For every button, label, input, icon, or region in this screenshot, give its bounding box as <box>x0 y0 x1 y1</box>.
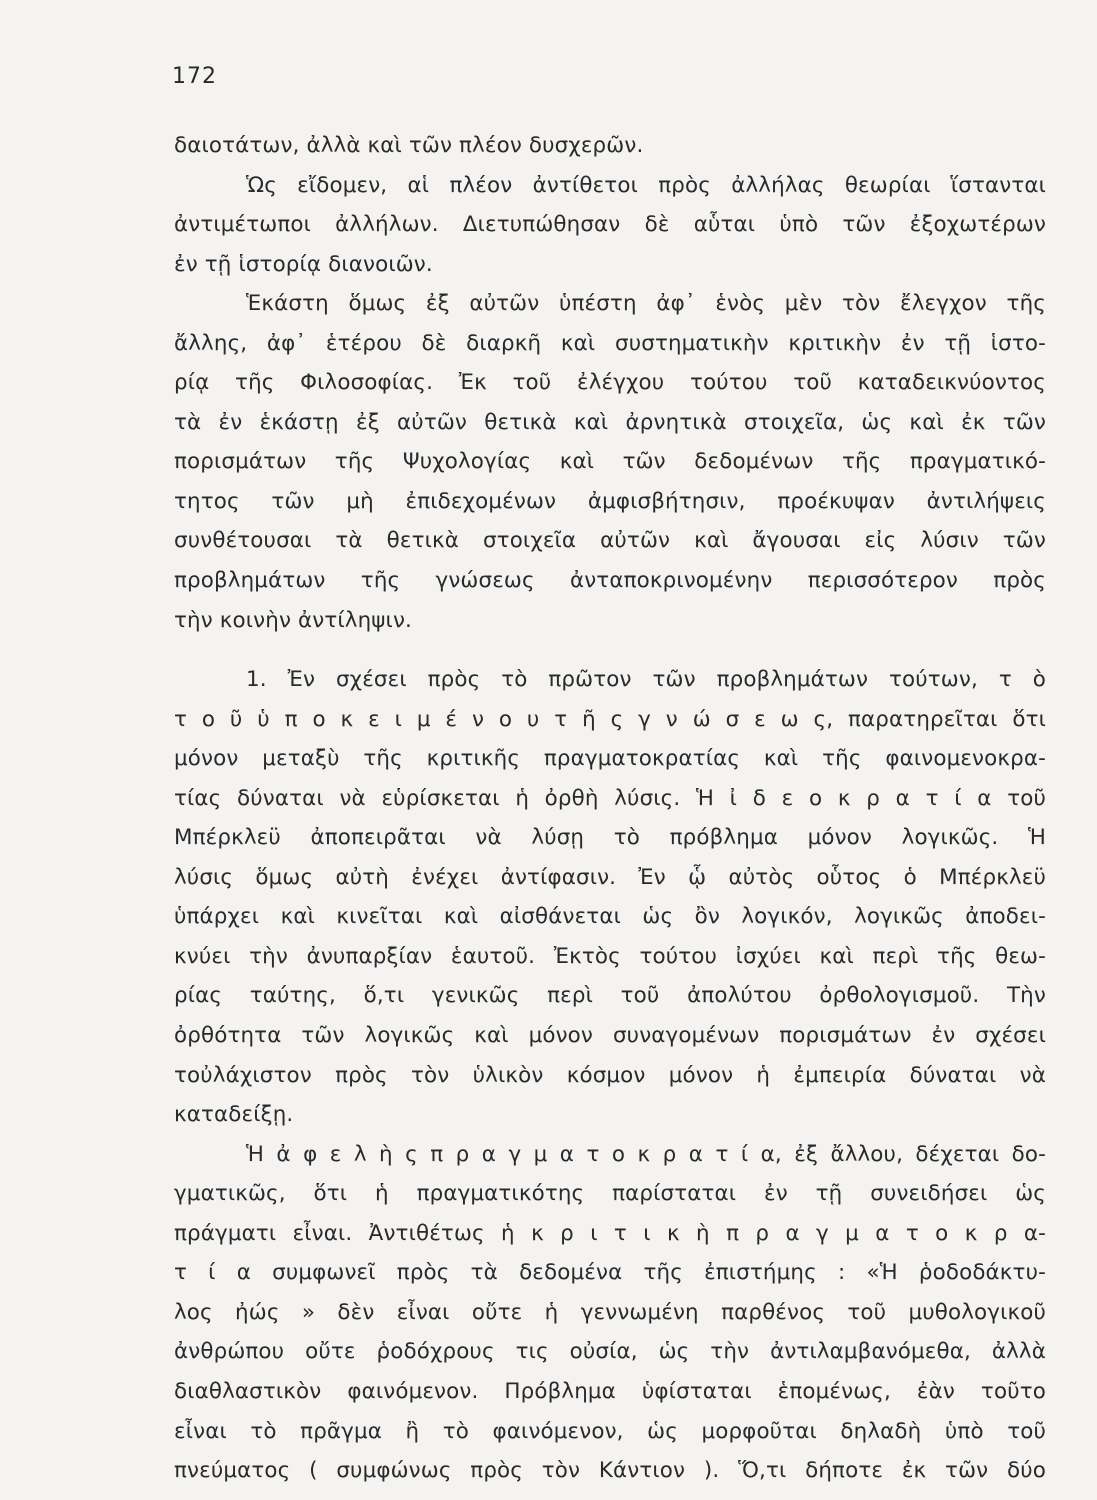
text-line: διαθλαστικὸν φαινόμενον. Πρόβλημα ὑφίσταται ἑπομένως, ἐὰν τοῦτο <box>174 1378 1046 1404</box>
text-line: τὴν κοινὴν ἀντίληψιν. <box>174 607 412 633</box>
text-line: ρίας ταύτης, ὅ,τι γενικῶς περὶ τοῦ ἀπολύτου ὀρθολογισμοῦ. Τὴν <box>174 983 1046 1009</box>
text-line: ὀρθότητα τῶν λογικῶς καὶ μόνον συναγομένων πορισμάτων ἐν σχέσει <box>174 1023 1046 1049</box>
text-line: προβλημάτων τῆς γνώσεως ἀνταποκρινομένην περισσότερον πρὸς <box>174 568 1046 594</box>
text-line: ἀντιμέτωποι ἀλλήλων. Διετυπώθησαν δὲ αὗται ὑπὸ τῶν ἐξοχωτέρων <box>174 212 1046 238</box>
text-line: λύσις ὅμως αὐτὴ ἐνέχει ἀντίφασιν. Ἐν ᾧ αὐτὸς οὗτος ὁ Μπέρκλεϋ <box>174 864 1046 890</box>
text-line: τοὐλάχιστον πρὸς τὸν ὑλικὸν κόσμον μόνον ἡ ἐμπειρία δύναται νὰ <box>174 1062 1046 1088</box>
text-line: πνεύματος ( συμφώνως πρὸς τὸν Κάντιον ). Ὅ,τι δήποτε ἐκ τῶν δύο <box>174 1458 1046 1484</box>
text-line: πορισμάτων τῆς Ψυχολογίας καὶ τῶν δεδομένων τῆς πραγματικό- <box>174 449 1046 475</box>
text-line: τίας δύναται νὰ εὑρίσκεται ἡ ὀρθὴ λύσις. Ἡ ἰ δ ε ο κ ρ α τ ί α τοῦ <box>174 785 1046 811</box>
page-number: 172 <box>172 64 217 89</box>
text-line: πράγματι εἶναι. Ἀντιθέτως ἡ κ ρ ι τ ι κ ὴ π ρ α γ μ α τ ο κ ρ α- <box>174 1220 1046 1246</box>
text-line: δαιοτάτων, ἀλλὰ καὶ τῶν πλέον δυσχερῶν. <box>174 133 644 158</box>
text-line: Ἑκάστη ὅμως ἐξ αὐτῶν ὑπέστη ἀφ᾽ ἑνὸς μὲν τὸν ἔλεγχον τῆς <box>246 291 1046 317</box>
text-line: τητος τῶν μὴ ἐπιδεχομένων ἀμφισβήτησιν, προέκυψαν ἀντιλήψεις <box>174 488 1046 514</box>
text-line: Μπέρκλεϋ ἀποπειρᾶται νὰ λύσῃ τὸ πρόβλημα μόνον λογικῶς. Ἡ <box>174 825 1046 851</box>
text-line: συνθέτουσαι τὰ θετικὰ στοιχεῖα αὐτῶν καὶ ἄγουσαι εἰς λύσιν τῶν <box>174 528 1046 554</box>
text-line: Ὡς εἴδομεν, αἱ πλέον ἀντίθετοι πρὸς ἀλλήλας θεωρίαι ἵστανται <box>246 172 1046 198</box>
text-line: εἶναι τὸ πρᾶγμα ἢ τὸ φαινόμενον, ὡς μορφοῦται δηλαδὴ ὑπὸ τοῦ <box>174 1418 1046 1444</box>
text-line: μόνον μεταξὺ τῆς κριτικῆς πραγματοκρατίας καὶ τῆς φαινομενοκρα- <box>174 746 1046 772</box>
text-line: ἐν τῇ ἱστορίᾳ διανοιῶν. <box>174 251 433 277</box>
text-line: κνύει τὴν ἀνυπαρξίαν ἑαυτοῦ. Ἐκτὸς τούτου ἰσχύει καὶ περὶ τῆς θεω- <box>174 943 1046 969</box>
text-line: 1. Ἐν σχέσει πρὸς τὸ πρῶτον τῶν προβλημάτων τούτων, τ ὸ <box>246 667 1046 693</box>
text-line: ρίᾳ τῆς Φιλοσοφίας. Ἐκ τοῦ ἐλέγχου τούτου τοῦ καταδεικνύοντος <box>174 370 1046 396</box>
text-line: ὑπάρχει καὶ κινεῖται καὶ αἰσθάνεται ὡς ὂν λογικόν, λογικῶς ἀποδει- <box>174 904 1046 930</box>
text-line: γματικῶς, ὅτι ἡ πραγματικότης παρίσταται ἐν τῇ συνειδήσει ὡς <box>174 1181 1046 1207</box>
text-line: τὰ ἐν ἑκάστῃ ἐξ αὐτῶν θετικὰ καὶ ἀρνητικὰ στοιχεῖα, ὡς καὶ ἐκ τῶν <box>174 409 1046 435</box>
text-line: λος ἠώς » δὲν εἶναι οὔτε ἡ γεννωμένη παρθένος τοῦ μυθολογικοῦ <box>174 1299 1046 1325</box>
body-text <box>174 126 1046 1491</box>
text-line: ἄλλης, ἀφ᾽ ἑτέρου δὲ διαρκῆ καὶ συστηματικὴν κριτικὴν ἐν τῇ ἱστο- <box>174 330 1046 356</box>
text-line: Ἡ ἀ φ ε λ ὴ ς π ρ α γ μ α τ ο κ ρ α τ ί α, ἐξ ἄλλου, δέχεται δο- <box>246 1141 1046 1167</box>
text-line: τ ο ῦ ὑ π ο κ ε ι μ έ ν ο υ τ ῆ ς γ ν ώ σ ε ω ς, παρατηρεῖται ὅτι <box>174 706 1046 732</box>
text-line: τ ί α συμφωνεῖ πρὸς τὰ δεδομένα τῆς ἐπιστήμης : «Ἡ ῥοδοδάκτυ- <box>174 1260 1046 1286</box>
text-line: καταδείξῃ. <box>174 1102 294 1128</box>
text-line: ἀνθρώπου οὔτε ῥοδόχρους τις οὐσία, ὡς τὴν ἀντιλαμβανόμεθα, ἀλλὰ <box>174 1339 1046 1365</box>
